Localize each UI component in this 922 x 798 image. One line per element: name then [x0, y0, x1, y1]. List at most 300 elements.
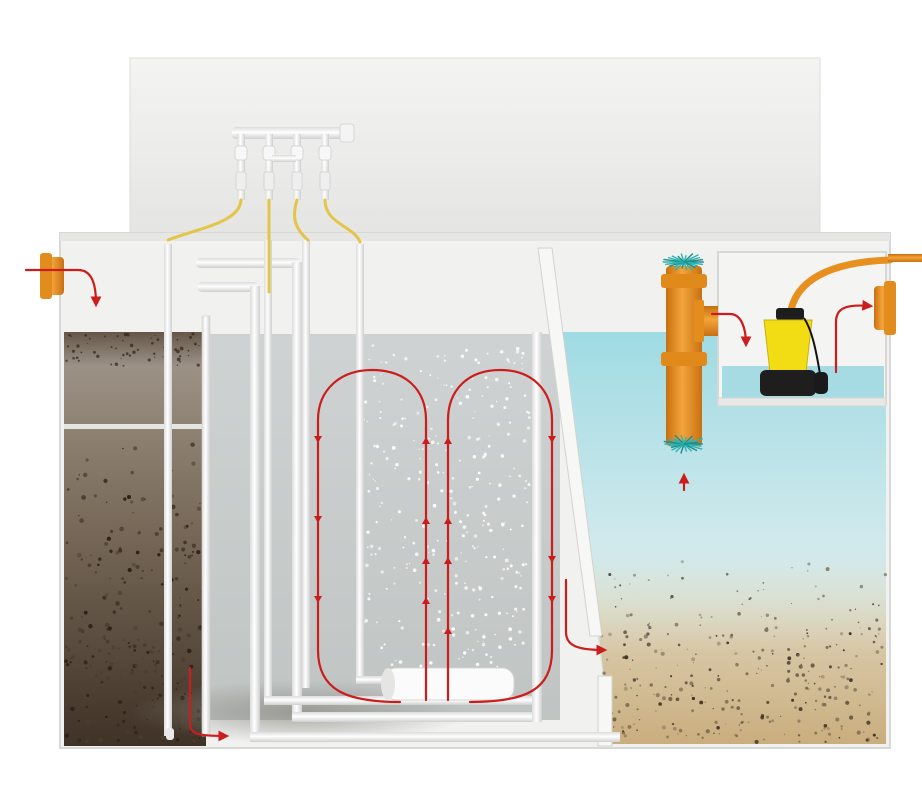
air-bubble: [522, 363, 523, 364]
scum-particle: [157, 338, 160, 341]
air-bubble: [510, 529, 512, 531]
scum-particle: [148, 358, 151, 361]
sludge-particle: [110, 530, 113, 533]
sediment-particle: [649, 623, 650, 624]
scum-particle: [189, 336, 192, 339]
air-bubble: [484, 453, 487, 456]
sediment-particle: [614, 586, 616, 588]
air-bubble: [392, 446, 396, 450]
sludge-particle: [146, 670, 148, 672]
sludge-particle: [113, 610, 117, 614]
scum-particle: [80, 351, 82, 353]
hose-connector: [236, 172, 246, 190]
sediment-particle: [829, 645, 831, 647]
air-bubble: [380, 374, 381, 375]
sediment-particle: [692, 697, 695, 700]
air-bubble: [365, 564, 369, 568]
sediment-particle: [608, 573, 611, 576]
sludge-particle: [199, 503, 200, 504]
air-bubble: [419, 581, 421, 583]
air-bubble: [452, 633, 455, 636]
sludge-particle: [123, 711, 126, 714]
air-bubble: [528, 483, 531, 486]
air-bubble: [489, 483, 491, 485]
sediment-particle: [667, 575, 669, 577]
sediment-particle: [814, 683, 816, 685]
sediment-particle: [857, 731, 861, 735]
air-bubble: [521, 352, 524, 355]
sludge-particle: [117, 739, 120, 742]
sediment-particle: [710, 687, 713, 690]
sludge-particle: [197, 599, 199, 601]
air-bubble: [404, 418, 406, 420]
sediment-particle: [873, 734, 876, 737]
sediment-particle: [845, 685, 849, 689]
scum-particle: [179, 355, 181, 357]
scum-particle: [188, 355, 189, 356]
sediment-particle: [672, 723, 674, 725]
sediment-particle: [749, 597, 751, 599]
sediment-particle: [739, 724, 740, 725]
air-bubble: [519, 587, 522, 590]
sediment-particle: [795, 673, 799, 677]
scum-particle: [155, 335, 156, 336]
air-bubble: [503, 549, 505, 551]
sludge-particle: [88, 563, 92, 567]
air-bubble: [507, 433, 510, 436]
sediment-particle: [666, 736, 669, 739]
sediment-particle: [880, 646, 883, 649]
sediment-particle: [878, 634, 879, 635]
air-bubble: [482, 641, 483, 642]
sludge-particle: [136, 551, 140, 555]
air-bubble: [503, 406, 506, 409]
sediment-particle: [787, 670, 790, 673]
air-bubble: [478, 586, 481, 589]
sludge-particle: [137, 639, 139, 641]
sediment-particle: [711, 616, 713, 618]
air-bubble: [419, 449, 420, 450]
air-bubble: [434, 398, 437, 401]
air-bubble: [471, 378, 473, 380]
scum-particle: [177, 358, 181, 362]
air-bubble: [432, 553, 435, 556]
sludge-particle: [175, 577, 178, 580]
air-bubble: [376, 621, 378, 623]
sludge-particle: [118, 591, 123, 596]
air-bubble: [526, 411, 528, 413]
sediment-particle: [761, 670, 762, 671]
sludge-particle: [94, 494, 97, 497]
air-bubble: [489, 529, 492, 532]
air-bubble: [510, 564, 513, 567]
sediment-particle: [794, 706, 797, 709]
air-bubble: [428, 438, 430, 440]
sludge-particle: [129, 646, 131, 648]
sediment-particle: [639, 638, 642, 641]
sediment-particle: [761, 616, 762, 617]
scum-particle: [87, 343, 88, 344]
sludge-particle: [199, 625, 201, 627]
air-bubble: [401, 626, 404, 629]
air-bubble: [386, 457, 389, 460]
sediment-particle: [691, 694, 693, 696]
sludge-particle: [81, 616, 82, 617]
sediment-particle: [732, 699, 734, 701]
sludge-particle: [109, 550, 112, 553]
sludge-particle: [128, 568, 132, 572]
air-bubble: [485, 376, 488, 379]
sediment-particle: [791, 603, 792, 604]
air-bubble: [435, 435, 437, 437]
sediment-particle: [686, 735, 687, 736]
sludge-particle: [93, 695, 94, 696]
scum-particle: [96, 355, 99, 358]
sludge-particle: [178, 627, 182, 631]
sediment-particle: [741, 713, 743, 715]
air-bubble: [393, 567, 395, 569]
air-bubble: [419, 458, 421, 460]
scum-particle: [89, 338, 91, 340]
sediment-particle: [773, 635, 775, 637]
sludge-particle: [152, 646, 155, 649]
sediment-particle: [726, 642, 729, 645]
sludge-particle: [106, 501, 108, 503]
sludge-particle: [84, 611, 88, 615]
scum-particle: [115, 348, 117, 350]
sludge-particle: [90, 555, 92, 557]
air-bubble: [472, 649, 475, 652]
air-bubble: [393, 424, 395, 426]
sediment-particle: [633, 678, 636, 681]
sludge-particle: [66, 663, 69, 666]
air-bubble: [485, 556, 487, 558]
sediment-particle: [713, 708, 714, 709]
sediment-particle: [821, 675, 825, 679]
air-bubble: [520, 575, 522, 577]
sludge-particle: [162, 683, 163, 684]
scum-particle: [137, 349, 139, 351]
sediment-particle: [807, 570, 808, 571]
sediment-particle: [780, 716, 781, 717]
air-bubble: [419, 665, 422, 668]
sediment-particle: [677, 733, 678, 734]
sludge-particle: [119, 527, 124, 532]
sediment-particle: [602, 672, 605, 675]
sediment-particle: [623, 630, 627, 634]
sediment-particle: [878, 605, 880, 607]
air-bubble: [380, 411, 382, 413]
sludge-particle: [179, 671, 181, 673]
sediment-particle: [633, 724, 634, 725]
sediment-particle: [717, 678, 720, 681]
air-bubble: [464, 586, 468, 590]
sediment-particle: [766, 701, 769, 704]
air-bubble: [514, 608, 517, 611]
sludge-particle: [190, 442, 194, 446]
sludge-particle: [105, 716, 108, 719]
air-bubble: [524, 394, 527, 397]
sludge-particle: [184, 562, 186, 564]
air-bubble: [512, 494, 515, 497]
sediment-particle: [679, 687, 683, 691]
air-bubble: [524, 487, 526, 489]
air-bubble: [508, 627, 512, 631]
sludge-particle: [65, 734, 69, 738]
air-bubble: [402, 546, 404, 548]
air-bubble: [365, 619, 368, 622]
sediment-particle: [875, 619, 878, 622]
sediment-particle: [716, 635, 718, 637]
sludge-particle: [67, 488, 70, 491]
scum-particle: [111, 346, 113, 348]
air-bubble: [400, 399, 402, 401]
sludge-particle: [95, 571, 97, 573]
sediment-particle: [801, 664, 803, 666]
sediment-particle: [741, 603, 743, 605]
sediment-particle: [606, 658, 608, 660]
air-bubble: [367, 597, 370, 600]
air-bubble: [433, 644, 435, 646]
sludge-particle: [107, 537, 111, 541]
sediment-particle: [624, 683, 626, 685]
air-bubble: [461, 552, 462, 553]
air-bubble: [373, 376, 375, 378]
air-bubble: [391, 663, 394, 666]
air-bubble: [468, 388, 471, 391]
sludge-particle: [77, 553, 82, 558]
sediment-particle: [806, 629, 808, 631]
sediment-particle: [866, 721, 870, 725]
sludge-particle: [187, 649, 191, 653]
air-bubble: [463, 651, 466, 654]
scum-particle: [72, 350, 75, 353]
sludge-particle: [85, 739, 89, 743]
sludge-particle: [78, 515, 79, 516]
hose-connector: [320, 172, 330, 190]
sludge-particle: [133, 446, 137, 450]
air-bubble: [464, 582, 466, 584]
sludge-particle: [95, 674, 99, 678]
sediment-particle: [716, 726, 720, 730]
sludge-particle: [123, 497, 126, 500]
sludge-particle: [138, 735, 142, 739]
sediment-particle: [797, 654, 799, 656]
sediment-particle: [849, 632, 852, 635]
sediment-particle: [636, 729, 638, 731]
sediment-particle: [648, 579, 650, 581]
sediment-particle: [681, 577, 684, 580]
sludge-particle: [183, 541, 187, 545]
sediment-particle: [823, 703, 827, 707]
primary-settling-chamber: [64, 332, 206, 746]
sediment-particle: [808, 683, 810, 685]
air-bubble: [483, 520, 485, 522]
sediment-particle: [637, 708, 639, 710]
air-bubble: [427, 643, 430, 646]
air-bubble: [487, 523, 490, 526]
air-bubble: [461, 354, 465, 358]
sediment-particle: [806, 632, 808, 634]
sludge-particle: [78, 627, 83, 632]
sediment-particle: [740, 729, 742, 731]
manifold-crossbar: [272, 155, 296, 162]
sludge-particle: [123, 639, 125, 641]
air-bubble: [395, 463, 398, 466]
air-bubble: [482, 643, 485, 646]
sediment-particle: [689, 681, 693, 685]
sediment-particle: [766, 665, 768, 667]
sediment-particle: [828, 733, 831, 736]
sediment-particle: [630, 687, 632, 689]
sludge-particle: [108, 652, 111, 655]
sludge-particle: [203, 740, 205, 742]
sediment-particle: [822, 595, 825, 598]
air-bubble: [383, 450, 385, 452]
sediment-particle: [766, 613, 769, 616]
sediment-particle: [805, 702, 807, 704]
air-bubble: [519, 572, 521, 574]
sludge-particle: [154, 669, 157, 672]
sediment-particle: [608, 633, 612, 637]
air-bubble: [436, 355, 439, 358]
sediment-particle: [803, 638, 804, 639]
air-bubble: [380, 646, 383, 649]
air-bubble: [494, 634, 495, 635]
air-bubble: [452, 477, 455, 480]
sludge-particle: [181, 548, 185, 552]
sediment-particle: [636, 695, 637, 696]
air-bubble: [373, 445, 376, 448]
air-bubble: [422, 643, 425, 646]
sediment-particle: [714, 721, 717, 724]
air-bubble: [451, 614, 453, 616]
sediment-particle: [846, 677, 849, 680]
sediment-particle: [621, 598, 623, 600]
sludge-particle: [133, 626, 137, 630]
air-bubble: [504, 522, 505, 523]
air-bubble: [509, 422, 511, 424]
sludge-particle: [115, 601, 120, 606]
air-bubble: [451, 627, 455, 631]
air-bubble: [401, 417, 404, 420]
sediment-particle: [799, 665, 802, 668]
air-bubble: [406, 563, 408, 565]
sediment-particle: [717, 642, 721, 646]
sludge-particle: [104, 638, 106, 640]
sludge-particle: [77, 738, 81, 742]
sediment-particle: [766, 716, 769, 719]
sludge-particle: [133, 725, 137, 729]
sediment-particle: [736, 590, 738, 592]
sediment-particle: [831, 619, 832, 620]
sludge-particle: [66, 541, 69, 544]
sediment-particle: [626, 614, 630, 618]
air-bubble: [376, 521, 378, 523]
air-bubble: [437, 540, 439, 542]
air-bubble: [386, 588, 388, 590]
air-bubble: [498, 483, 501, 486]
air-bubble: [467, 514, 470, 517]
sediment-particle: [771, 684, 774, 687]
sludge-particle: [135, 565, 139, 569]
scum-particle: [67, 345, 69, 347]
sludge-particle: [78, 720, 80, 722]
air-bubble: [506, 358, 509, 361]
sediment-particle: [843, 649, 845, 651]
sediment-particle: [774, 617, 777, 620]
sediment-particle: [661, 649, 662, 650]
air-bubble: [416, 412, 419, 415]
sediment-particle: [697, 733, 700, 736]
air-bubble: [437, 618, 441, 622]
air-bubble: [465, 395, 469, 399]
sediment-particle: [811, 663, 815, 667]
sludge-particle: [177, 617, 178, 618]
sludge-particle: [160, 548, 164, 552]
air-bubble: [473, 455, 477, 459]
sediment-particle: [842, 675, 845, 678]
sediment-particle: [880, 663, 882, 665]
air-bubble: [399, 660, 403, 664]
sediment-particle: [824, 724, 828, 728]
sludge-particle: [105, 593, 108, 596]
sludge-particle: [86, 645, 88, 647]
scum-particle: [154, 356, 155, 357]
sediment-particle: [737, 612, 741, 616]
sediment-particle: [834, 686, 836, 688]
air-bubble: [516, 350, 520, 354]
sediment-particle: [824, 741, 826, 743]
sediment-particle: [670, 675, 672, 677]
sediment-particle: [841, 725, 843, 727]
sludge-particle: [83, 473, 87, 477]
scum-particle: [176, 350, 180, 354]
scum-particle: [126, 352, 129, 355]
sediment-particle: [863, 731, 865, 733]
sludge-particle: [70, 707, 75, 712]
sediment-particle: [860, 585, 863, 588]
air-bubble: [444, 355, 445, 356]
scum-particle: [76, 357, 79, 360]
air-bubble: [370, 545, 373, 548]
sediment-particle: [771, 649, 774, 652]
air-bubble: [469, 486, 472, 489]
air-bubble: [415, 552, 418, 555]
scum-particle: [122, 340, 124, 342]
sediment-particle: [681, 560, 684, 563]
sediment-particle: [798, 734, 800, 736]
scum-particle: [132, 351, 135, 354]
sediment-particle: [654, 650, 658, 654]
air-bubble: [366, 531, 369, 534]
sediment-particle: [701, 737, 703, 739]
sediment-particle: [841, 728, 843, 730]
sediment-particle: [845, 701, 849, 705]
sludge-particle: [141, 577, 143, 579]
air-bubble: [477, 640, 479, 642]
sludge-particle: [81, 558, 84, 561]
sediment-particle: [876, 650, 880, 654]
sludge-particle: [79, 474, 80, 475]
sludge-particle: [176, 738, 179, 741]
air-bubble: [466, 631, 470, 635]
sediment-particle: [661, 652, 665, 656]
sediment-particle: [725, 723, 726, 724]
sludge-particle: [98, 557, 102, 561]
sediment-particle: [639, 685, 641, 687]
sediment-particle: [676, 697, 680, 701]
